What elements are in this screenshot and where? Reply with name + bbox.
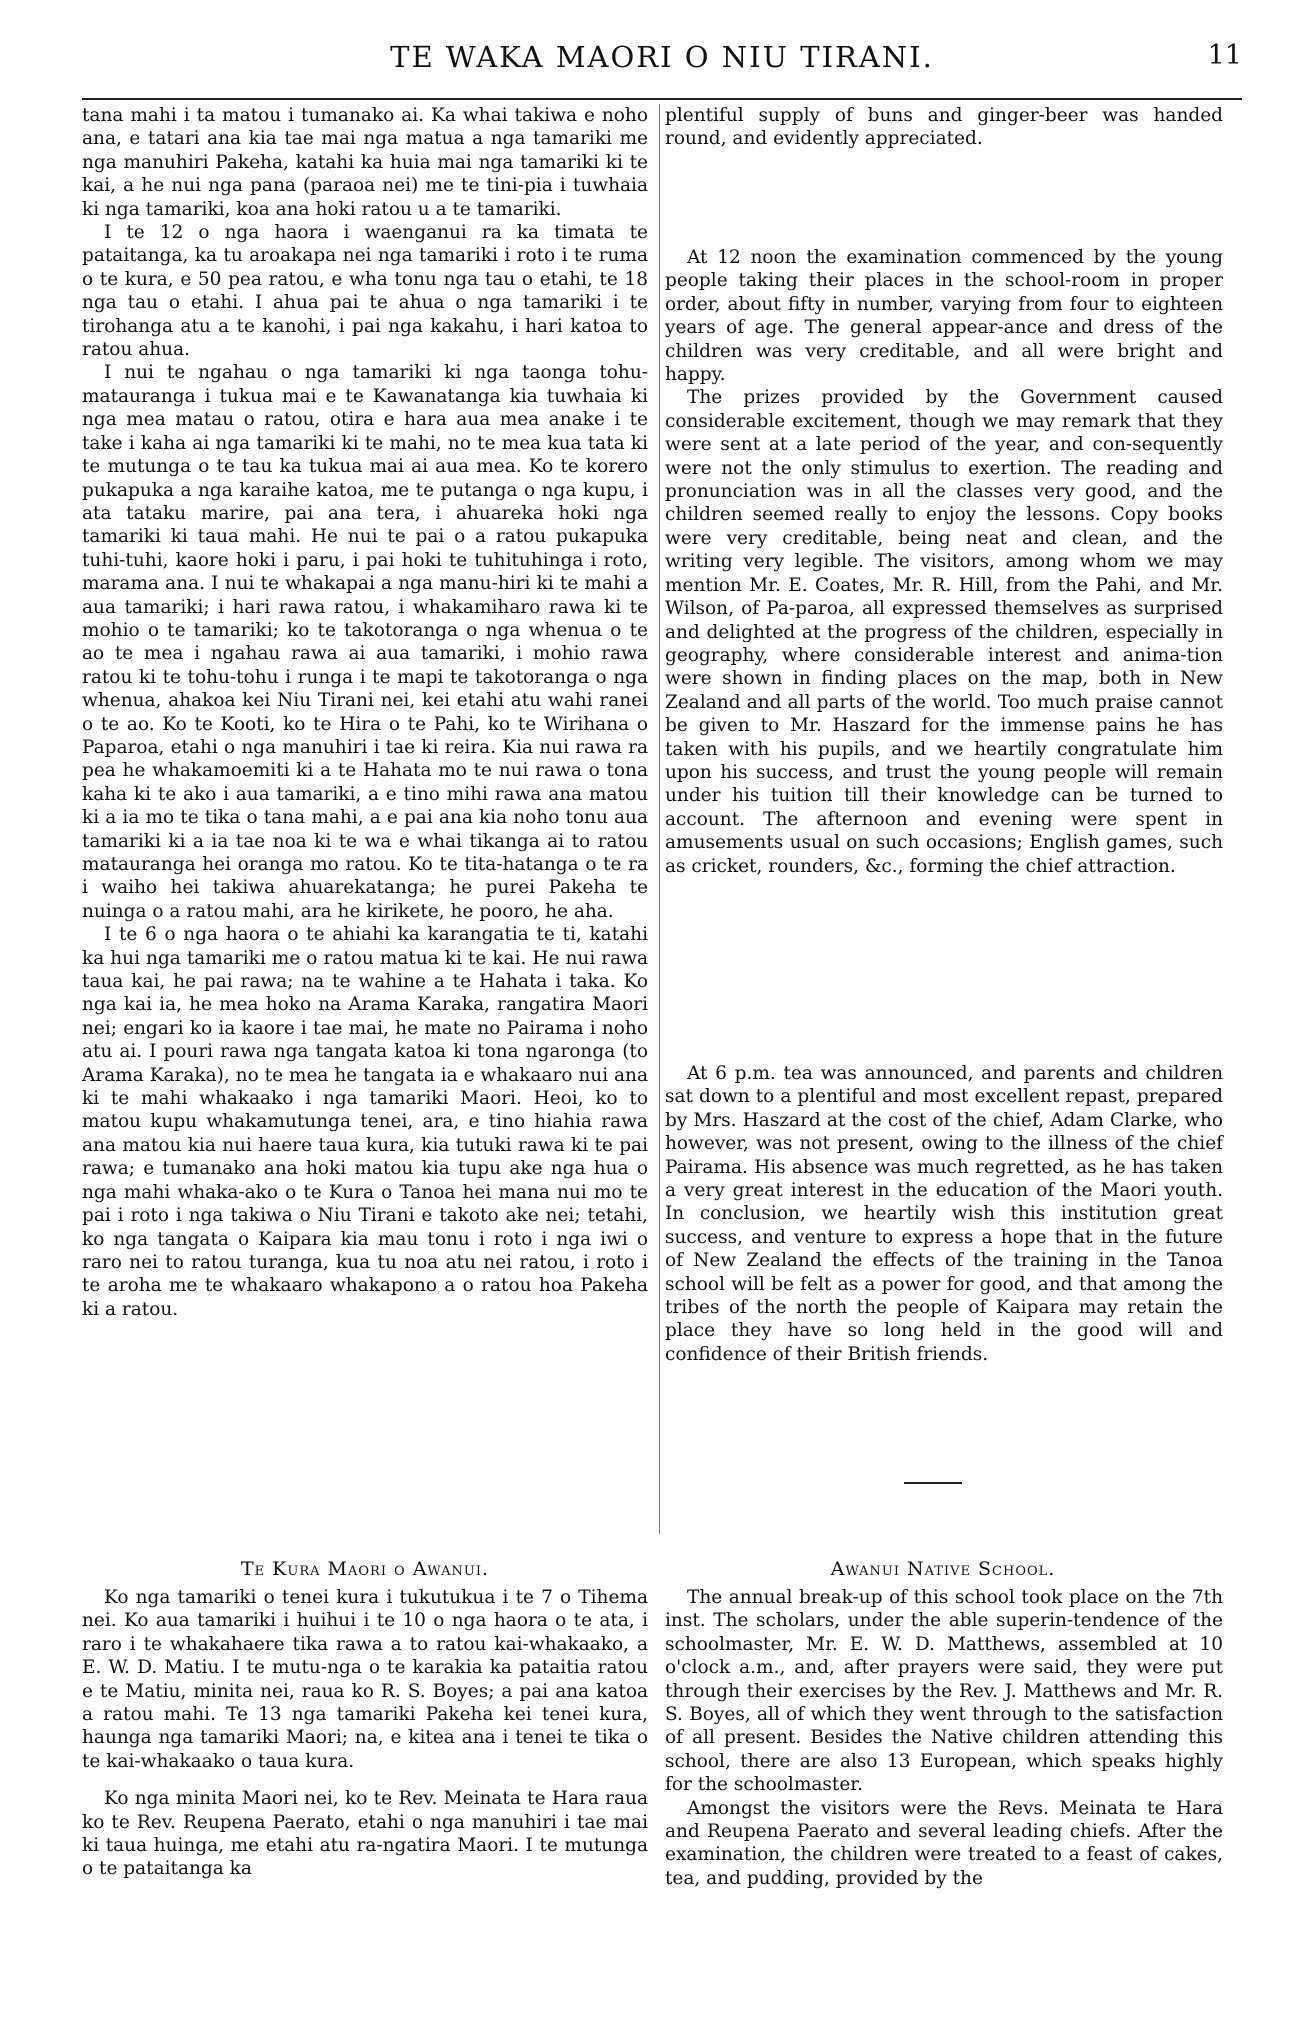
- maori-paragraph-1: tana mahi i ta matou i tumanako ai. Ka whai takiwa e noho ana, e tatari ana kia tae mai nga matua a nga tamariki me nga manuhiri Pakeha, katahi ka huia mai nga tamariki ki te kai, a he nui nga pana (paraoa nei) me te tini-pia i tuwhaia ki nga tamariki, koa ana hoki ratou u a te tamariki.: [82, 105, 648, 220]
- english-paragraph-1: plentiful supply of buns and ginger-beer was handed round, and evidently appreciated.: [665, 105, 1223, 150]
- section-separator: [904, 1482, 962, 1484]
- english-paragraph-2: At 12 noon the examination commenced by the young people taking their places in the school-room in proper order, about fifty in number, varying from four to eighteen years of age. The general appear-ance and dress of the children was very creditable, and all were bright and happy.: [665, 247, 1223, 386]
- page-number: 11: [1207, 40, 1242, 71]
- english-section-1: [665, 246, 1223, 878]
- english-paragraph-4: At 6 p.m. tea was announced, and parents and children sat down to a plentiful and most excellent repast, prepared by Mrs. Haszard at the cost of the chief, Adam Clarke, who however, was not present, owing to the illness of the chief Pairama. His absence was much regretted, as he has taken a very great interest in the education of the Maori youth. In conclusion, we heartily wish this institution great success, and venture to express a hope that in the future of New Zealand the effects of the training in the Tanoa school will be felt as a power for good, and that among the tribes of the north the people of Kaipara may retain the place they have so long held in the good will and confidence of their British friends.: [665, 1063, 1223, 1365]
- maori-paragraph-6: Ko nga minita Maori nei, ko te Rev. Meinata te Hara raua ko te Rev. Reupena Paerato, etahi o nga manuhiri i tae mai ki taua huinga, me etahi atu ra-ngatira Maori. I te mutunga o te pataitanga ka: [82, 1788, 648, 1880]
- english-paragraph-5: The annual break-up of this school took place on the 7th inst. The scholars, under the able superin-tendence of the schoolmaster, Mr. E. W. D. Matthews, assembled at 10 o'clock a.m., and, after prayers were said, they were put through their exercises by the Rev. J. Matthews and Mr. R. S. Boyes, all of which they went through to the satisfaction of all present. Besides the Native children attending this school, there are also 13 European, which speaks highly for the schoolmaster.: [665, 1587, 1223, 1796]
- maori-section-2: [82, 1586, 648, 1881]
- maori-paragraph-4: I te 6 o nga haora o te ahiahi ka karangatia te ti, katahi ka hui nga tamariki me o ratou matua ki te kai. He nui rawa taua kai, he pai rawa; na te wahine a te Hahata i taka. Ko nga kai ia, he mea hoko na Arama Karaka, rangatira Maori nei; engari ko ia kaore i tae mai, he mate no Pairama i noho atu ai. I pouri rawa nga tangata katoa ki tona ngaronga (to Arama Karaka), no te mea he tangata ia e whakaaro nui ana ki te mahi whakaako i nga tamariki Maori. Heoi, ko to matou kupu whakamutunga tenei, ara, e tino hiahia rawa ana matou kia nui haere taua kura, kia tutuki rawa ki te pai rawa; e tumanako ana hoki matou kia tupu ake nga hua o nga mahi whaka-ako o te Kura o Tanoa hei mana nui mo te pai i roto i nga takiwa o Niu Tirani e takoto ake nei; tetahi, ko nga tangata o Kaipara kia mau tonu i roto i nga iwi o raro nei to ratou turanga, kua tu noa atu nei ratou, i roto i te aroha me te whakaaro whakapono a o ratou hoa Pakeha ki a ratou.: [82, 924, 648, 1320]
- maori-paragraph-5: Ko nga tamariki o tenei kura i tukutukua i te 7 o Tihema nei. Ko aua tamariki i huihui i te 10 o nga haora o te ata, i raro i te whakahaere tika rawa a to ratou kai-whakaako, a E. W. D. Matiu. I te mutu-nga o te karakia ka pataitia ratou e te Matiu, minita nei, raua ko R. S. Boyes; a pai ana katoa a ratou mahi. Te 13 nga tamariki Pakeha kei tenei kura, haunga nga tamariki Maori; na, e kitea ana i tenei te tika o te kai-whakaako o taua kura.: [82, 1587, 648, 1772]
- maori-heading-awanui: Te Kura Maori o Awanui.: [240, 1558, 490, 1580]
- newspaper-title: TE WAKA MAORI O NIU TIRANI.: [390, 40, 934, 74]
- english-paragraph-3: The prizes provided by the Government caused considerable excitement, though we may remark that they were sent at a late period of the year, and con-sequently were not the only stimulus to exertion. The reading and pronunciation was in all the classes very good, and the children seemed really to enjoy the lessons. Copy books were very creditable, being neat and clean, and the writing very legible. The visitors, among whom we may mention Mr. E. Coates, Mr. R. Hill, from the Pahi, and Mr. Wilson, of Pa-paroa, all expressed themselves as surprised and delighted at the progress of the children, especially in geography, where considerable interest and anima-tion were shown in finding places on the map, both in New Zealand and all parts of the world. Too much praise cannot be given to Mr. Haszard for the immense pains he has taken with his pupils, and we heartily congratulate him upon his success, and trust the young people will remain under his tuition till their knowledge can be turned to account. The afternoon and evening were spent in amusements usual on such occasions; English games, such as cricket, rounders, &c., forming the chief attraction.: [665, 387, 1223, 877]
- maori-paragraph-3: I nui te ngahau o nga tamariki ki nga taonga tohu-matauranga i tukua mai e te Kawanatanga kia tuwhaia ki nga mea matau o ratou, otira e hara aua mea anake i te take i kaha ai nga tamariki ki te mahi, no te mea kua tata ki te mutunga o te tau ka tukua mai ai aua mea. Ko te korero pukapuka a nga karaihe katoa, me te putanga o nga kupu, i ata tataku marire, pai ana tera, i ahuareka hoki nga tamariki ki taua mahi. He nui te pai o a ratou pukapuka tuhi-tuhi, kaore hoki i paru, i pai hoki te tuhituhinga i roto, marama ana. I nui te whakapai a nga manu-hiri ki te mahi a aua tamariki; i hari rawa ratou, i whakamiharo rawa ki te mohio o te tamariki; ko te takotoranga o nga whenua o te ao te mea i ngahau rawa ai aua tamariki, i mohio rawa ratou ki te tohu-tohu i runga i te mapi te takotoranga o nga whenua, ahakoa kei Niu Tirani nei, kei etahi atu wahi ranei o te ao. Ko te Kooti, ko te Hira o te Pahi, ko te Wirihana o Paparoa, etahi o nga manuhiri i tae ki reira. Kia nui rawa ra pea he whakamoemiti ki a te Hahata mo te nui rawa o tona kaha ki te ako i aua tamariki, a e tino mihi rawa ana matou ki a ia mo te tika o tana mahi, a e pai ana kia noho tonu aua tamariki ki a ia tae noa ki te wa e whai tikanga ai to ratou matauranga hei oranga mo ratou. Ko te tita-hatanga o te ra i waiho hei takiwa ahuarekatanga; he purei Pakeha te nuinga o a ratou mahi, ara he kirikete, he pooro, he aha.: [82, 362, 648, 922]
- maori-paragraph-2: I te 12 o nga haora i waenganui ra ka timata te pataitanga, ka tu aroakapa nei nga tamariki i roto i te ruma o te kura, e 50 pea ratou, e wha tonu nga tau o etahi, te 18 nga tau o etahi. I ahua pai te ahua o nga tamariki i te tirohanga atu a te kanohi, i pai nga kakahu, i hari katoa to ratou ahua.: [82, 222, 648, 361]
- maori-section-1: [82, 104, 648, 1321]
- page-header: [82, 40, 1242, 84]
- column-divider: [659, 104, 660, 1534]
- header-rule: [82, 98, 1242, 100]
- english-heading-awanui: Awanui Native School.: [830, 1558, 1056, 1580]
- english-section-3: [665, 1586, 1223, 1890]
- english-section-2: [665, 1062, 1223, 1366]
- english-paragraph-6: Amongst the visitors were the Revs. Meinata te Hara and Reupena Paerato and several leading chiefs. After the examination, the children were treated to a feast of cakes, tea, and pudding, provided by the: [665, 1797, 1223, 1889]
